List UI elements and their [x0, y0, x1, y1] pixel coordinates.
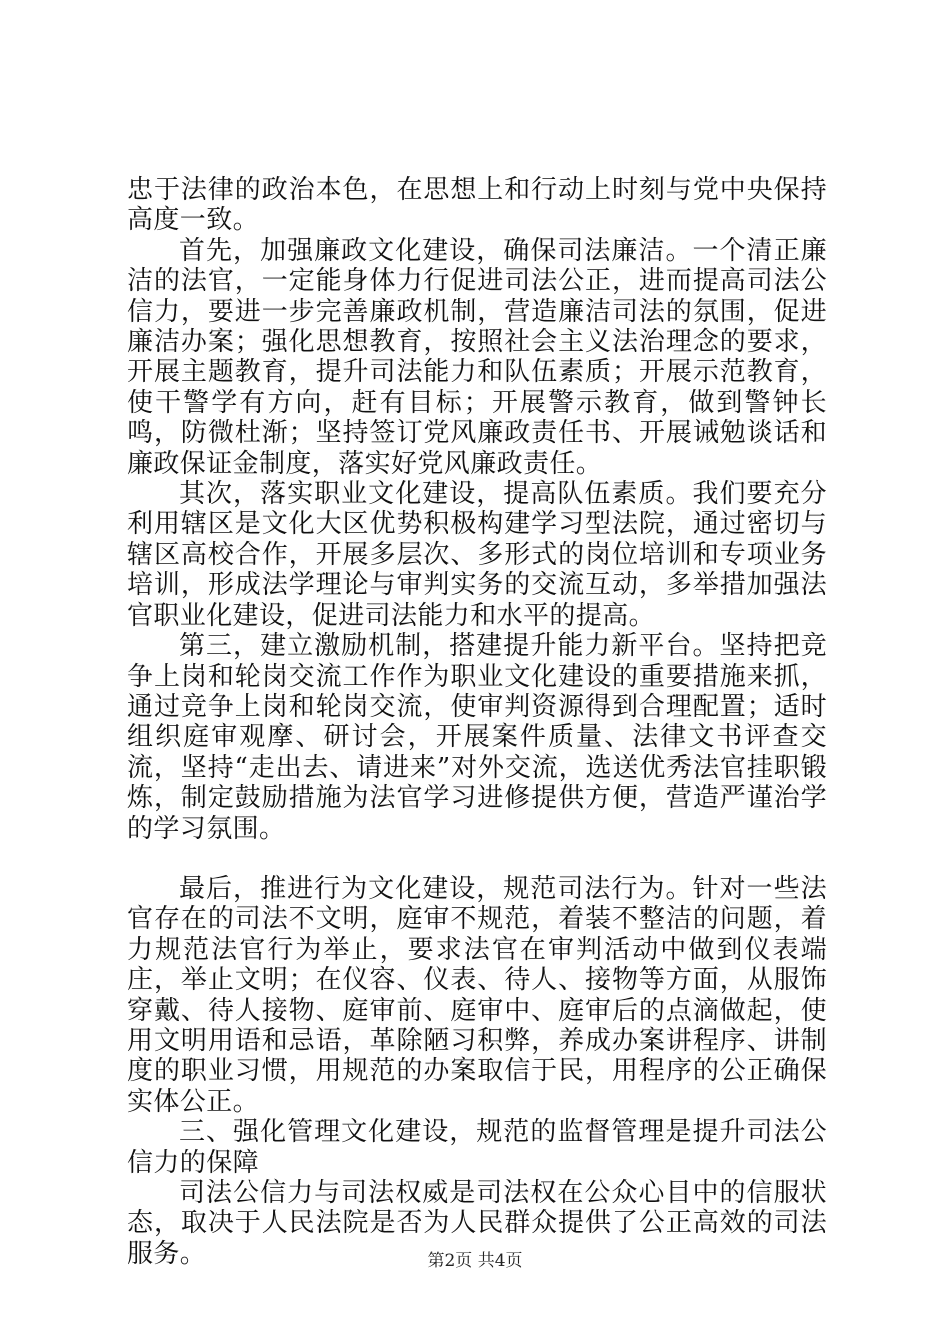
page-number-footer: 第2页 共4页: [427, 1251, 523, 1271]
document-body: [127, 175, 827, 1269]
paragraph-behavior-culture: 最后，推进行为文化建设，规范司法行为。针对一些法官存在的司法不文明，庭审不规范，着装不整洁的问题，着力规范法官行为举止，要求法官在审判活动中做到仪表端庄，举止文明；在仪容、仪表、待人、接物等方面，从服饰穿戴、待人接物、庭审前、庭审中、庭审后的点滴做起，使用文明用语和忌语，革除陋习积弊，养成办案讲程序、讲制度的职业习惯，用规范的办案取信于民，用程序的公正确保实体公正。: [127, 873, 827, 1117]
paragraph-continuation: 忠于法律的政治本色，在思想上和行动上时刻与党中央保持高度一致。: [127, 175, 827, 236]
section-heading: 三、强化管理文化建设，规范的监督管理是提升司法公信力的保障: [127, 1117, 827, 1178]
paragraph-integrity-culture: 首先，加强廉政文化建设，确保司法廉洁。一个清正廉洁的法官，一定能身体力行促进司法公正，进而提高司法公信力，要进一步完善廉政机制，营造廉洁司法的氛围，促进廉洁办案；强化思想教育，按照社会主义法治理念的要求，开展主题教育，提升司法能力和队伍素质；开展示范教育，使干警学有方向，赶有目标；开展警示教育，做到警钟长鸣，防微杜渐；坚持签订党风廉政责任书、开展诫勉谈话和廉政保证金制度，落实好党风廉政责任。: [127, 235, 827, 479]
paragraph-incentive-mechanism: 第三，建立激励机制，搭建提升能力新平台。坚持把竞争上岗和轮岗交流工作作为职业文化建设的重要措施来抓，通过竞争上岗和轮岗交流，使审判资源得到合理配置；适时组织庭审观摩、研讨会，开展案件质量、法律文书评查交流，坚持“走出去、请进来”对外交流，选送优秀法官挂职锻炼，制定鼓励措施为法官学习进修提供方便，营造严谨治学的学习氛围。: [127, 631, 827, 844]
paragraph-judicial-credibility: 司法公信力与司法权威是司法权在公众心目中的信服状态，取决于人民法院是否为人民群众提供了公正高效的司法服务。: [127, 1178, 827, 1269]
paragraph-professional-culture: 其次，落实职业文化建设，提高队伍素质。我们要充分利用辖区是文化大区优势积极构建学习型法院，通过密切与辖区高校合作，开展多层次、多形式的岗位培训和专项业务培训，形成法学理论与审判实务的交流互动，多举措加强法官职业化建设，促进司法能力和水平的提高。: [127, 479, 827, 631]
paragraph-gap: [127, 844, 827, 874]
